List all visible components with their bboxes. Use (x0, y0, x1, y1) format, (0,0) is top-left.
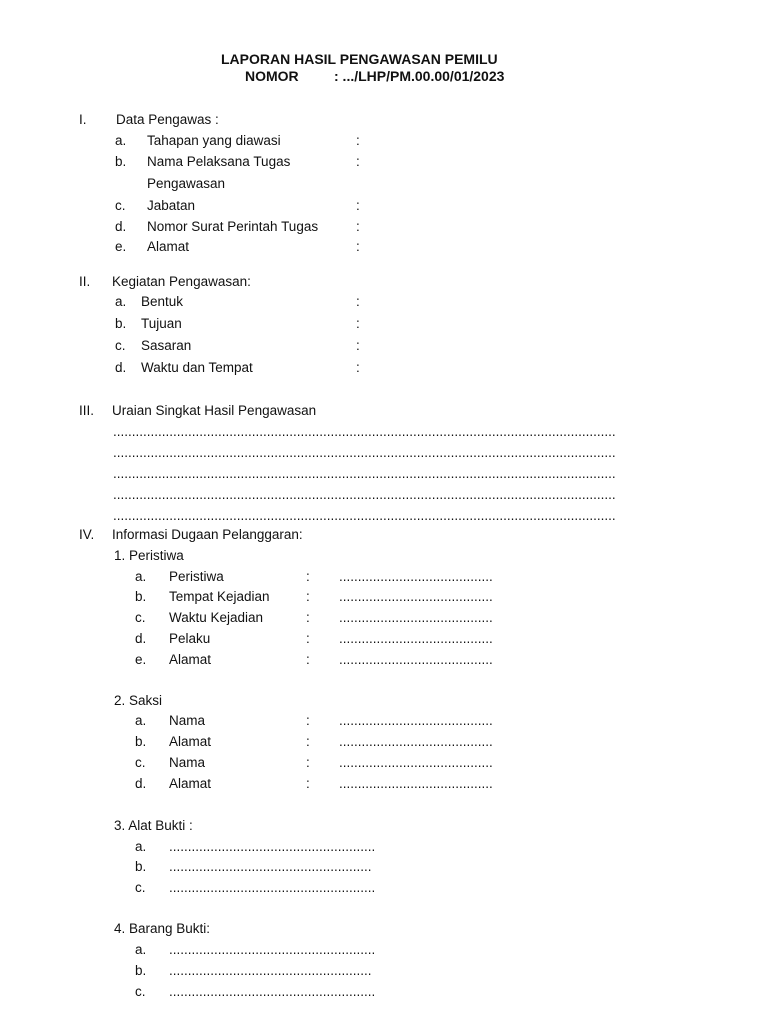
dotted-line: ...................................................................................................................................... (113, 445, 616, 460)
s4-item-dots: ....................................................... (169, 880, 376, 895)
s4-item-dots: ......................................... (339, 776, 493, 791)
s2-item-label: Bentuk (141, 294, 184, 309)
s2-item-letter: c. (115, 338, 126, 353)
s1-item-label: Nomor Surat Perintah Tugas (147, 219, 319, 234)
s1-item-label: Nama Pelaksana Tugas (147, 154, 291, 169)
s2-item-label: Tujuan (141, 316, 182, 331)
s4-item-colon: : (306, 569, 310, 584)
dotted-line: ...................................................................................................................................... (113, 508, 616, 523)
section-2-number: II. (79, 274, 91, 289)
s1-item-colon: : (356, 154, 360, 169)
s4-item-letter: c. (135, 755, 146, 770)
s4-item-letter: b. (135, 734, 147, 749)
s4-item-colon: : (306, 610, 310, 625)
s2-item-colon: : (356, 316, 360, 331)
subsection-peristiwa-title: 1. Peristiwa (114, 548, 184, 563)
s4-item-dots: ......................................... (339, 610, 493, 625)
s1-item-letter: d. (115, 219, 127, 234)
s4-item-label: Peristiwa (169, 569, 224, 584)
s4-item-label: Nama (169, 755, 206, 770)
s4-item-dots: ......................................... (339, 713, 493, 728)
s4-item-dots: ......................................... (339, 569, 493, 584)
subsection-barang-bukti-title: 4. Barang Bukti: (114, 921, 211, 936)
s4-item-letter: e. (135, 652, 147, 667)
s4-item-letter: c. (135, 610, 146, 625)
s2-item-label: Sasaran (141, 338, 192, 353)
s4-item-letter: a. (135, 569, 147, 584)
s1-item-letter: b. (115, 154, 127, 169)
s1-item-label: Alamat (147, 239, 190, 254)
section-1-number: I. (79, 112, 87, 127)
s2-item-colon: : (356, 294, 360, 309)
dotted-line: ...................................................................................................................................... (113, 487, 616, 502)
s1-item-colon: : (356, 133, 360, 148)
dotted-line: ...................................................................................................................................... (113, 424, 616, 439)
s4-item-dots: ......................................... (339, 631, 493, 646)
s1-item-letter: c. (115, 198, 126, 213)
subsection-alat-bukti-title: 3. Alat Bukti : (114, 818, 193, 833)
s4-item-colon: : (306, 589, 310, 604)
section-4-title: Informasi Dugaan Pelanggaran: (112, 527, 303, 542)
s2-item-colon: : (356, 338, 360, 353)
s2-item-letter: b. (115, 316, 127, 331)
s1-item-label: Jabatan (147, 198, 196, 213)
s2-item-letter: d. (115, 360, 127, 375)
s4-item-label: Tempat Kejadian (169, 589, 270, 604)
s4-item-dots: ....................................................... (169, 984, 376, 999)
section-3-number: III. (79, 403, 95, 418)
s4-item-label: Pelaku (169, 631, 211, 646)
subsection-saksi-title: 2. Saksi (114, 693, 163, 708)
s4-item-dots: ...................................................... (169, 859, 372, 874)
section-2-title: Kegiatan Pengawasan: (112, 274, 251, 289)
s4-item-colon: : (306, 755, 310, 770)
s4-item-label: Alamat (169, 734, 212, 749)
s4-item-colon: : (306, 652, 310, 667)
s4-item-letter: b. (135, 963, 147, 978)
s4-item-colon: : (306, 734, 310, 749)
nomor-label: NOMOR (245, 68, 299, 84)
s4-item-letter: d. (135, 631, 147, 646)
s4-item-dots: ......................................... (339, 755, 493, 770)
s4-item-label: Waktu Kejadian (169, 610, 264, 625)
s4-item-colon: : (306, 713, 310, 728)
s4-item-dots: ....................................................... (169, 942, 376, 957)
section-4-number: IV. (79, 527, 95, 542)
s2-item-colon: : (356, 360, 360, 375)
s4-item-letter: c. (135, 984, 146, 999)
s4-item-dots: ...................................................... (169, 963, 372, 978)
nomor-value: : .../LHP/PM.00.00/01/2023 (334, 68, 505, 84)
s1-item-colon: : (356, 219, 360, 234)
s1-item-colon: : (356, 198, 360, 213)
s1-item-label-continued: Pengawasan (147, 176, 226, 191)
s4-item-dots: ......................................... (339, 652, 493, 667)
dotted-line: ...................................................................................................................................... (113, 466, 616, 481)
s4-item-letter: a. (135, 713, 147, 728)
s4-item-colon: : (306, 776, 310, 791)
s4-item-letter: d. (135, 776, 147, 791)
s1-item-colon: : (356, 239, 360, 254)
s4-item-letter: b. (135, 589, 147, 604)
s4-item-letter: a. (135, 942, 147, 957)
section-3-title: Uraian Singkat Hasil Pengawasan (112, 403, 317, 418)
s4-item-label: Alamat (169, 652, 212, 667)
s4-item-dots: ......................................... (339, 589, 493, 604)
section-1-title: Data Pengawas : (116, 112, 219, 127)
s4-item-colon: : (306, 631, 310, 646)
s2-item-label: Waktu dan Tempat (141, 360, 253, 375)
document-title: LAPORAN HASIL PENGAWASAN PEMILU (221, 51, 498, 67)
s4-item-label: Nama (169, 713, 206, 728)
s4-item-letter: c. (135, 880, 146, 895)
s2-item-letter: a. (115, 294, 127, 309)
s4-item-letter: a. (135, 839, 147, 854)
s4-item-dots: ......................................... (339, 734, 493, 749)
s4-item-dots: ....................................................... (169, 839, 376, 854)
s4-item-letter: b. (135, 859, 147, 874)
s1-item-letter: e. (115, 239, 127, 254)
s4-item-label: Alamat (169, 776, 212, 791)
s1-item-label: Tahapan yang diawasi (147, 133, 281, 148)
s1-item-letter: a. (115, 133, 127, 148)
